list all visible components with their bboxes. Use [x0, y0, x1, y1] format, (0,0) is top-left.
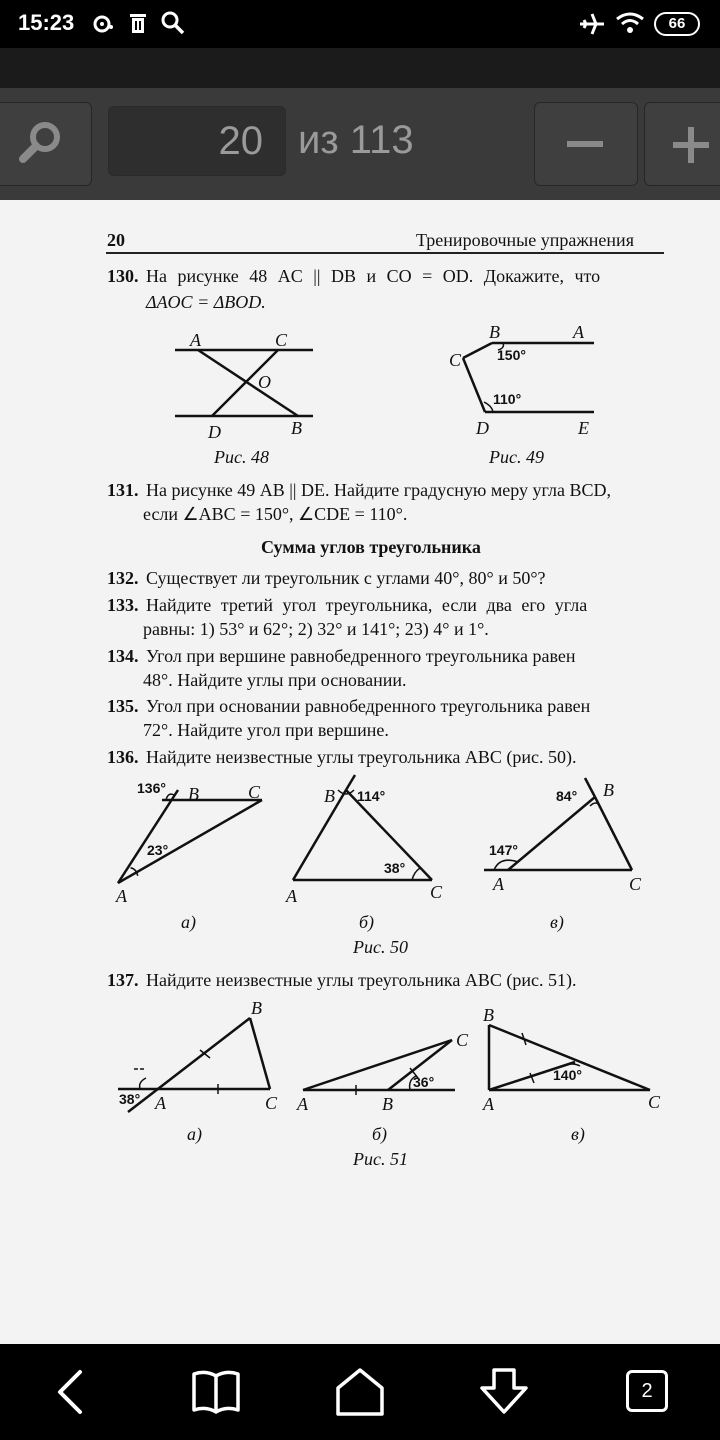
minus-icon: [567, 141, 607, 149]
fig50b-caption: б): [359, 912, 375, 932]
fig51c-label-c: C: [648, 1092, 661, 1112]
battery-level: 66: [668, 15, 686, 32]
fig51a-side-ab: [128, 1018, 250, 1112]
exercise-text: Существует ли треугольник с углами 40°, 80° и 50°?: [146, 568, 546, 588]
reader-toolbar: [0, 88, 720, 200]
exercise-text: Найдите неизвестные углы треугольника ABC (рис. 51).: [146, 970, 577, 990]
fig50b-side-ab: [293, 790, 346, 880]
fig50c-label-a: A: [493, 874, 504, 894]
exercise-text: 72°. Найдите угол при вершине.: [143, 720, 389, 740]
fig50b-ext: [346, 775, 355, 790]
fig50c-label-b: B: [603, 780, 614, 800]
fig50a-caption: а): [181, 912, 196, 932]
exercise-text: На рисунке 48 AC || DB и CO = OD. Докажите, что: [146, 266, 601, 286]
bottom-nav-bar: [0, 1344, 720, 1440]
search-icon: [160, 10, 186, 36]
status-time: 15:23: [18, 10, 75, 35]
page-header-title: Тренировочные упражнения: [416, 230, 634, 250]
app-header-band: [0, 48, 720, 88]
fig51b-label-b: B: [382, 1094, 393, 1114]
fig50b-angle2: 38°: [384, 860, 406, 876]
fig50a-label-a: A: [116, 886, 127, 906]
exercise-number: 130.: [107, 266, 139, 286]
fig51b-caption: б): [372, 1124, 388, 1144]
fig51b-label-c: C: [456, 1030, 469, 1050]
fig49-angle-110: 110°: [493, 391, 522, 407]
section-title: Сумма углов треугольника: [261, 537, 481, 557]
fig50b-label-a: A: [286, 886, 297, 906]
header-rule: [106, 252, 664, 254]
fig51b-angle1: 36°: [413, 1074, 435, 1090]
fig48-label-o: O: [258, 372, 271, 392]
fig51a-label-c: C: [265, 1093, 278, 1113]
exercise-text: Угол при основании равнобедренного треугольника равен: [146, 696, 591, 716]
fig50b-label-b: B: [324, 786, 335, 806]
segment-bc: [463, 343, 492, 358]
exercise-text: 48°. Найдите углы при основании.: [143, 670, 407, 690]
fig50a-label-b: B: [188, 784, 199, 804]
exercise-text: ΔAOC = ΔBOD.: [146, 292, 266, 312]
fig49-label-e: E: [578, 418, 589, 438]
zoom-out-button[interactable]: [534, 102, 638, 186]
exercise-number: 133.: [107, 595, 139, 615]
fig50a-angle2: 23°: [147, 842, 169, 858]
exercise-number: 131.: [107, 480, 139, 500]
plus-icon: [673, 125, 713, 165]
fig48-label-a: A: [190, 330, 201, 350]
fig50c-angle1: 84°: [556, 788, 578, 804]
exercise-text: если ∠ABC = 150°, ∠CDE = 110°.: [143, 504, 408, 524]
fig51-caption: Рис. 51: [353, 1149, 408, 1169]
fig48-caption: Рис. 48: [214, 447, 269, 467]
tabs-icon[interactable]: [626, 1370, 668, 1412]
fig50c-label-c: C: [629, 874, 642, 894]
fig48-label-d: D: [208, 422, 221, 442]
exercise-text: Найдите третий угол треугольника, если два его угла: [146, 595, 588, 615]
fig49-label-c: C: [449, 350, 462, 370]
exercise-text: Найдите неизвестные углы треугольника ABC (рис. 50).: [146, 747, 577, 767]
tabs-count: 2: [641, 1380, 653, 1402]
page-count-label: из 113: [298, 118, 414, 162]
fig51a-angle1: 38°: [119, 1091, 141, 1107]
fig50c-angle2: 147°: [489, 842, 518, 858]
fig49-angle-150: 150°: [497, 347, 526, 363]
back-icon[interactable]: [40, 1364, 104, 1420]
wifi-icon: [614, 10, 646, 36]
fig50a-label-c: C: [248, 782, 261, 802]
home-icon[interactable]: [328, 1364, 392, 1420]
fig48-label-c: C: [275, 330, 288, 350]
fig50c-ext: [585, 778, 595, 797]
exercise-number: 134.: [107, 646, 139, 666]
fig51c-caption: в): [571, 1124, 585, 1144]
segment-ab: [198, 350, 298, 416]
exercise-number: 132.: [107, 568, 139, 588]
figures-48-49: [0, 320, 720, 470]
fig48-label-b: B: [291, 418, 302, 438]
fig50c-side-ab: [508, 797, 595, 870]
fig50b-angle1: 114°: [357, 788, 386, 804]
fig51a-caption: а): [187, 1124, 202, 1144]
fig50a-side-ab: [118, 790, 178, 883]
page-number: 20: [107, 230, 125, 250]
fig50a-side-ac: [118, 800, 262, 883]
notification-icon: [92, 13, 114, 35]
exercise-text: На рисунке 49 AB || DE. Найдите градусную меру угла BCD,: [146, 480, 611, 500]
fig50b-label-c: C: [430, 882, 443, 902]
download-icon[interactable]: [472, 1364, 536, 1420]
page-number-input[interactable]: 20: [108, 106, 286, 176]
segment-cd-49: [463, 358, 485, 412]
fig51c-angle1: 140°: [553, 1067, 582, 1083]
fig49-label-d: D: [476, 418, 489, 438]
fig51c-label-a: A: [483, 1094, 494, 1114]
trash-icon: [128, 12, 148, 34]
zoom-in-button[interactable]: [644, 102, 720, 186]
document-page: [0, 200, 720, 1344]
fig50c-side-bc: [595, 797, 632, 870]
exercise-text: Угол при вершине равнобедренного треугольника равен: [146, 646, 576, 666]
airplane-icon: [578, 12, 606, 36]
search-button[interactable]: [0, 102, 92, 186]
fig51c-label-b: B: [483, 1005, 494, 1025]
fig51b-label-a: A: [297, 1094, 308, 1114]
fig49-label-b: B: [489, 322, 500, 342]
status-bar: [0, 0, 720, 48]
fig50a-angle1: 136°: [137, 780, 166, 796]
fig50-caption: Рис. 50: [353, 937, 408, 957]
fig49-label-a: A: [573, 322, 584, 342]
exercise-number: 135.: [107, 696, 139, 716]
fig50c-caption: в): [550, 912, 564, 932]
fig51a-label-b: B: [251, 998, 262, 1018]
battery-icon: [654, 12, 700, 36]
search-icon: [17, 119, 65, 167]
fig49-caption: Рис. 49: [489, 447, 544, 467]
exercise-number: 137.: [107, 970, 139, 990]
fig51a-side-bc: [250, 1018, 270, 1089]
figure-51: [0, 1000, 720, 1120]
exercise-number: 136.: [107, 747, 139, 767]
book-icon[interactable]: [184, 1364, 248, 1420]
exercise-text: равны: 1) 53° и 62°; 2) 32° и 141°; 23) 4° и 1°.: [143, 619, 489, 639]
fig51a-label-a: A: [155, 1093, 166, 1113]
